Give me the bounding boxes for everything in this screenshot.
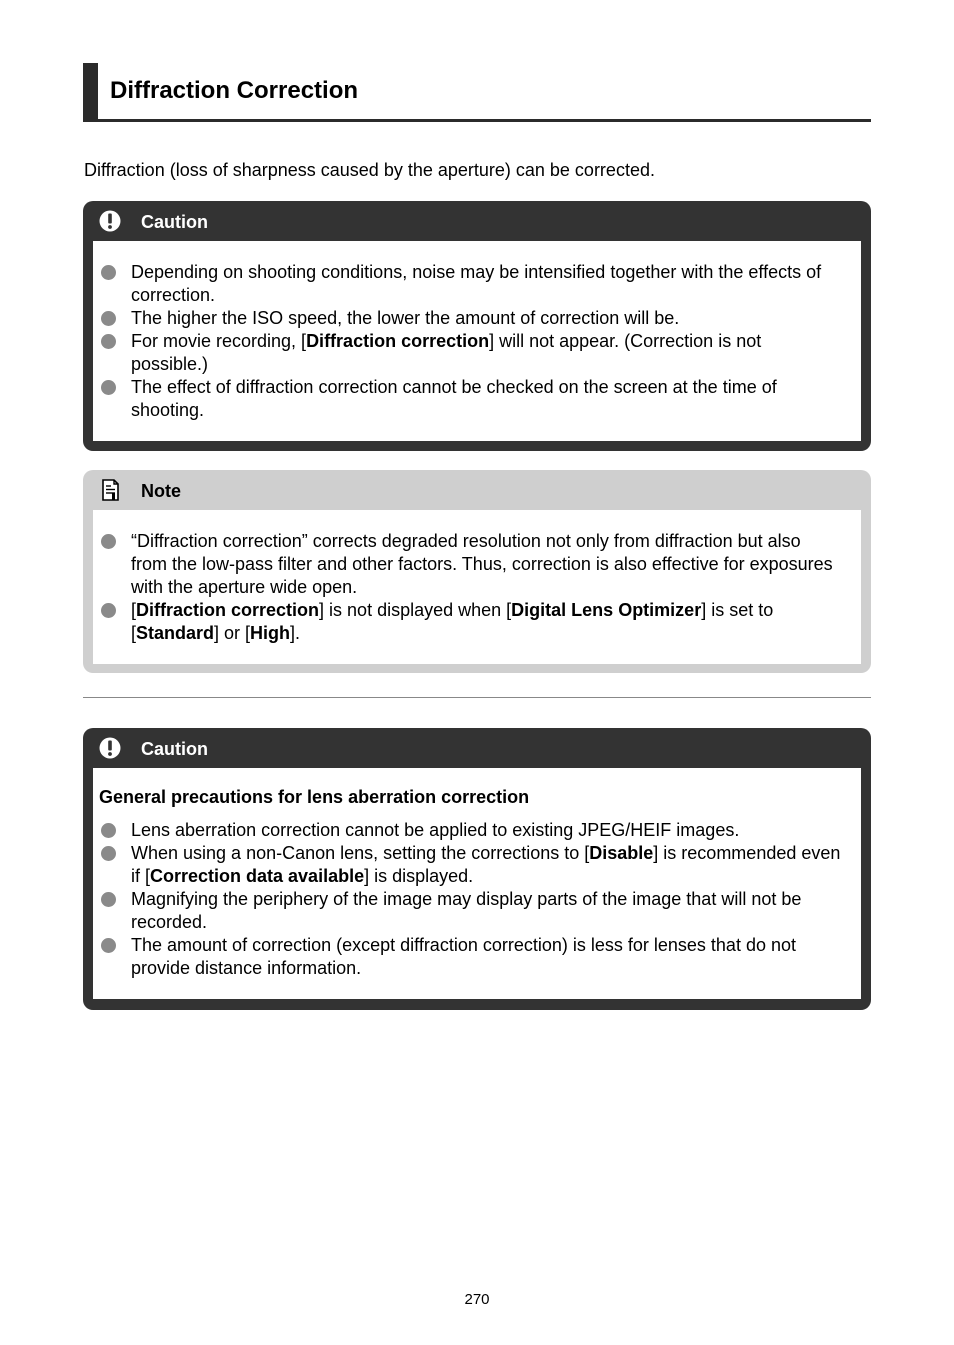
list-item	[99, 599, 841, 645]
page-number: 270	[464, 1291, 490, 1308]
bullet-icon	[101, 265, 116, 280]
caution-box-2	[83, 728, 871, 1010]
caution-body	[93, 241, 861, 441]
item-text: ] or [	[214, 623, 251, 643]
page-title: Diffraction Correction	[110, 77, 359, 104]
list-item	[99, 307, 841, 330]
item-text: ] is set to [	[131, 600, 774, 643]
bullet-icon	[101, 938, 116, 953]
note-box	[83, 470, 871, 673]
item-text: For movie recording, [	[131, 331, 307, 351]
caution-header	[93, 201, 861, 241]
caution-header	[93, 728, 861, 768]
note-list	[99, 530, 841, 645]
item-text: ] is displayed.	[364, 866, 474, 886]
item-text: ] is not displayed when [	[319, 600, 512, 620]
item-text: The amount of correction (except diffraction correction) is less for lenses that do not provide distance information.	[131, 935, 796, 978]
note-icon	[99, 479, 121, 501]
caution-box-1	[83, 201, 871, 451]
list-item	[99, 934, 841, 980]
bold-term: Diffraction correction	[306, 331, 490, 351]
item-text: ].	[290, 623, 301, 643]
bullet-icon	[101, 334, 116, 349]
caution-label: Caution	[141, 739, 208, 759]
caution-icon	[99, 737, 121, 759]
bullet-icon	[101, 823, 116, 838]
item-text: [	[131, 600, 137, 620]
caution-body	[93, 768, 861, 999]
bullet-icon	[101, 380, 116, 395]
item-text: Magnifying the periphery of the image may display parts of the image that will not be recorded.	[131, 889, 802, 932]
list-item	[99, 261, 841, 307]
list-item	[99, 842, 841, 888]
list-item	[99, 330, 841, 376]
bold-term: Digital Lens Optimizer	[511, 600, 702, 620]
item-text: The higher the ISO speed, the lower the amount of correction will be.	[131, 308, 680, 328]
section-divider	[83, 697, 871, 698]
bold-term: High	[250, 623, 291, 643]
item-text: “Diffraction correction” corrects degraded resolution not only from diffraction but also from the low-pass filter and other factors. Thus, correction is also effective for exposures with the aperture wide open.	[131, 531, 833, 597]
bullet-icon	[101, 846, 116, 861]
list-item	[99, 888, 841, 934]
item-text: Depending on shooting conditions, noise may be intensified together with the effects of correction.	[131, 262, 822, 305]
precautions-subheading: General precautions for lens aberration correction	[99, 787, 530, 807]
bold-term: Diffraction correction	[136, 600, 320, 620]
list-item	[99, 530, 841, 599]
heading-bar	[83, 63, 98, 119]
bullet-icon	[101, 892, 116, 907]
bold-term: Correction data available	[150, 866, 365, 886]
item-text: ] will not appear. (Correction is not possible.)	[131, 331, 762, 374]
caution-label: Caution	[141, 212, 208, 232]
list-item	[99, 376, 841, 422]
note-label: Note	[141, 481, 181, 501]
item-text: Lens aberration correction cannot be applied to existing JPEG/HEIF images.	[131, 820, 740, 840]
caution-list	[99, 819, 841, 980]
item-text: ] is recommended even if [	[131, 843, 841, 886]
bullet-icon	[101, 311, 116, 326]
section-heading	[83, 63, 871, 122]
bullet-icon	[101, 534, 116, 549]
bold-term: Disable	[589, 843, 654, 863]
intro-text: Diffraction (loss of sharpness caused by the aperture) can be corrected.	[84, 160, 655, 180]
note-header	[93, 470, 861, 510]
list-item	[99, 819, 841, 842]
caution-list	[99, 261, 841, 422]
bold-term: Standard	[136, 623, 215, 643]
item-text: When using a non-Canon lens, setting the corrections to [	[131, 843, 590, 863]
caution-icon	[99, 210, 121, 232]
bullet-icon	[101, 603, 116, 618]
item-text: The effect of diffraction correction cannot be checked on the screen at the time of shooting.	[131, 377, 777, 420]
note-body	[93, 510, 861, 664]
